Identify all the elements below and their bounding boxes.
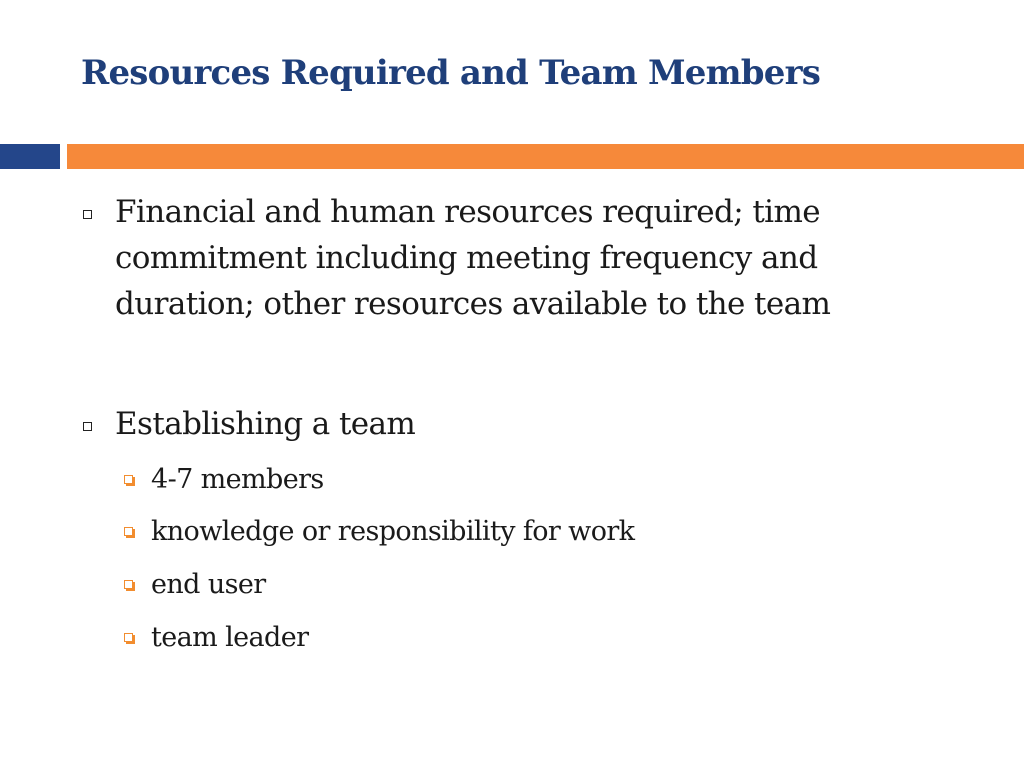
bullet-text: Financial and human resources required; time commitment including meeting frequency and duration; other resources available to the team (115, 194, 831, 322)
shadowed-square-icon (124, 633, 135, 644)
slide-title: Resources Required and Team Members (81, 53, 821, 93)
accent-bar-orange (67, 144, 1024, 169)
bullet-text: Establishing a team (115, 406, 416, 442)
shadowed-square-icon (124, 475, 135, 486)
accent-bar-blue (0, 144, 60, 169)
hollow-square-icon (83, 210, 92, 219)
sub-bullet-text: team leader (151, 622, 309, 653)
shadowed-square-icon (124, 580, 135, 591)
shadowed-square-icon (124, 527, 135, 538)
hollow-square-icon (83, 422, 92, 431)
sub-bullet-text: end user (151, 569, 266, 600)
sub-bullet-text: knowledge or responsibility for work (151, 516, 635, 547)
sub-bullet-text: 4-7 members (151, 464, 324, 495)
